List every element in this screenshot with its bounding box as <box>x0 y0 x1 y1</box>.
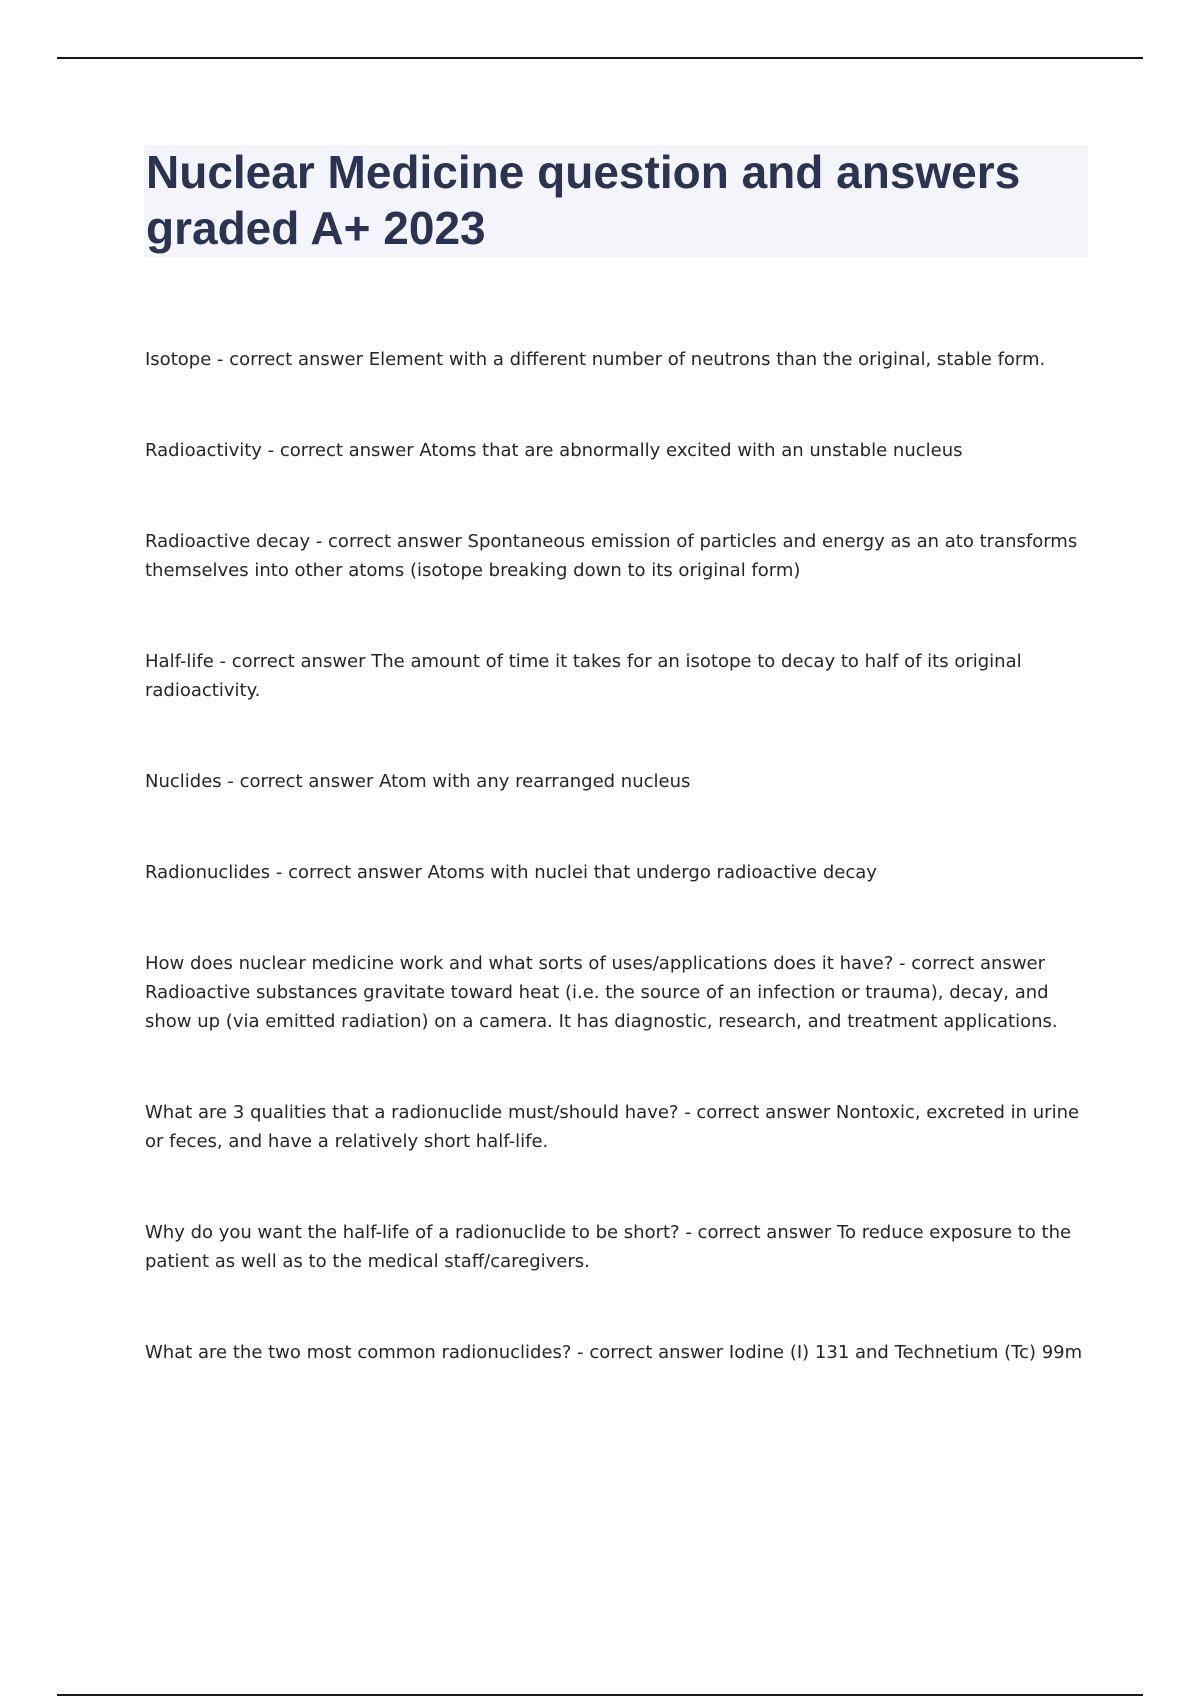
qa-item-how-nuclear-medicine-works: How does nuclear medicine work and what sorts of uses/applications does it have? - correct answer Radioactive substances gravitate toward heat (i.e. the source of an infection or trauma), decay, and show up (via emitted radiation) on a camera. It has diagnostic, research, and treatment applications. <box>145 953 1058 1032</box>
qa-item-three-qualities: What are 3 qualities that a radionuclide must/should have? - correct answer Nontoxic, excreted in urine or feces, and have a relatively short half-life. <box>145 1102 1080 1152</box>
qa-item-radioactive-decay: Radioactive decay - correct answer Spontaneous emission of particles and energy as an ato transforms themselves into other atoms (isotope breaking down to its original form) <box>145 531 1078 581</box>
qa-item-common-radionuclides: What are the two most common radionuclides? - correct answer Iodine (I) 131 and Technetium (Tc) 99m <box>145 1342 1083 1363</box>
bottom-rule <box>57 1694 1143 1696</box>
document-title: Nuclear Medicine question and answers graded A+ 2023 <box>146 146 1021 254</box>
qa-list <box>145 345 1095 1367</box>
qa-item-nuclides: Nuclides - correct answer Atom with any rearranged nucleus <box>145 771 691 792</box>
qa-item-half-life: Half-life - correct answer The amount of time it takes for an isotope to decay to half of its original radioactivity. <box>145 651 1022 701</box>
qa-item-radionuclides: Radionuclides - correct answer Atoms with nuclei that undergo radioactive decay <box>145 862 877 883</box>
top-rule <box>57 57 1143 59</box>
qa-item-isotope: Isotope - correct answer Element with a different number of neutrons than the original, stable form. <box>145 349 1046 370</box>
qa-item-radioactivity: Radioactivity - correct answer Atoms that are abnormally excited with an unstable nucleus <box>145 440 963 461</box>
qa-item-short-half-life: Why do you want the half-life of a radionuclide to be short? - correct answer To reduce exposure to the patient as well as to the medical staff/caregivers. <box>145 1222 1072 1272</box>
